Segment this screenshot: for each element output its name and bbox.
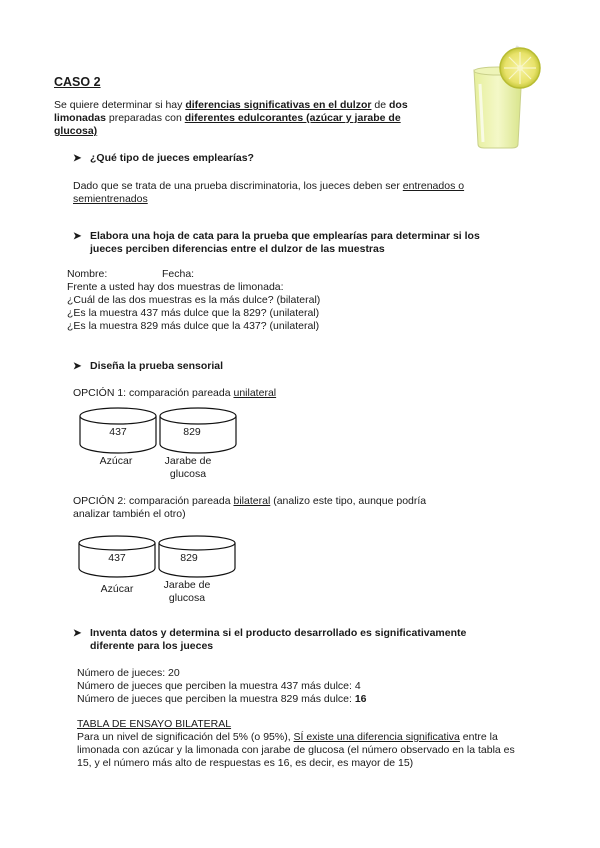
jar-437-code: 437 xyxy=(108,552,126,564)
judges-829 xyxy=(77,693,367,706)
intro-highlight-lemonades: dos limonadas xyxy=(54,99,408,124)
nombre-label: Nombre: xyxy=(67,268,108,280)
option-1 xyxy=(73,387,276,400)
case-title: CASO 2 xyxy=(54,75,101,89)
judges-count: Número de jueces: 20 xyxy=(77,667,180,679)
sheet-line: ¿Es la muestra 437 más dulce que la 829? (unilateral) xyxy=(67,307,320,319)
arrow-bullet-icon: ➤ xyxy=(73,361,82,372)
option-2-text: OPCIÓN 2: comparación pareada xyxy=(73,495,234,507)
option-2 xyxy=(73,495,453,521)
question-3 xyxy=(73,360,224,373)
table-title xyxy=(77,718,231,731)
sheet-line: ¿Es la muestra 829 más dulce que la 437? (unilateral) xyxy=(67,320,320,332)
answer-1 xyxy=(73,180,503,206)
jar-437-label: Azúcar xyxy=(99,455,133,467)
arrow-bullet-icon: ➤ xyxy=(73,153,82,164)
question-2 xyxy=(73,230,530,256)
intro-text: de xyxy=(371,99,389,111)
jar-829-label xyxy=(157,579,217,605)
conclusion-text: Para un nivel de significación del 5% (o 95%), xyxy=(77,731,294,743)
question-1-text: ¿Qué tipo de jueces emplearías? xyxy=(90,152,254,164)
jar-829-label-line: glucosa xyxy=(169,468,207,480)
option-1-type: unilateral xyxy=(233,387,277,399)
answer-1-judges: entrenados o semientrenados xyxy=(73,180,465,205)
jar-829-label-line: Jarabe de xyxy=(164,455,212,467)
jar-829-code: 829 xyxy=(180,552,198,564)
question-2-line: Elabora una hoja de cata para la prueba que emplearías para determinar si los xyxy=(90,230,480,242)
answer-1-text: Dado que se trata de una prueba discriminatoria, los jueces deben ser xyxy=(73,180,403,192)
conclusion xyxy=(77,731,532,770)
question-4 xyxy=(73,627,530,653)
sheet-line: Frente a usted hay dos muestras de limonada: xyxy=(67,281,284,293)
question-2-line: jueces perciben diferencias entre el dulzor de las muestras xyxy=(90,243,385,255)
question-1 xyxy=(73,152,254,165)
option-2-note: (analizo este tipo, aunque podría analizar también el otro) xyxy=(73,495,427,520)
jar-829-label xyxy=(158,455,218,481)
question-4-line: diferente para los jueces xyxy=(90,640,214,652)
sheet-line: ¿Cuál de las dos muestras es la más dulce? (bilateral) xyxy=(67,294,321,306)
jar-829-label-line: glucosa xyxy=(168,592,206,604)
arrow-bullet-icon: ➤ xyxy=(73,231,82,242)
judges-829-text: Número de jueces que perciben la muestra 829 más dulce: xyxy=(77,693,355,705)
intro-text: Se quiere determinar si hay xyxy=(54,99,186,111)
intro-paragraph xyxy=(54,99,444,138)
option-2-type: bilateral xyxy=(233,495,271,507)
table-title-text: TABLA DE ENSAYO BILATERAL xyxy=(77,718,232,730)
intro-highlight-sweeteners: diferentes edulcorantes (azúcar y jarabe de glucosa) xyxy=(54,112,401,137)
jar-829-label-line: Jarabe de xyxy=(163,579,211,591)
jar-829-code: 829 xyxy=(183,426,201,438)
question-3-text: Diseña la prueba sensorial xyxy=(90,360,224,372)
judges-829-value: 16 xyxy=(354,693,367,705)
jar-437-code: 437 xyxy=(109,426,127,438)
conclusion-result: SÍ existe una diferencia significativa xyxy=(293,731,460,743)
intro-text: preparadas con xyxy=(105,112,185,124)
lemonade-glass-image xyxy=(466,44,542,152)
question-4-line: Inventa datos y determina si el producto desarrollado es significativamente xyxy=(90,627,467,639)
arrow-bullet-icon: ➤ xyxy=(73,628,82,639)
intro-highlight-differences: diferencias significativas en el dulzor xyxy=(185,99,372,111)
judges-437: Número de jueces que perciben la muestra 437 más dulce: 4 xyxy=(77,680,361,692)
conclusion-text: entre la limonada con azúcar y la limonada con jarabe de glucosa (el número observado en la tabla es 15, y el número más alto de respuestas es 16, es decir, es mayor de 15) xyxy=(77,731,515,769)
option-1-text: OPCIÓN 1: comparación pareada xyxy=(73,387,234,399)
tasting-sheet xyxy=(67,268,320,333)
invented-data xyxy=(77,667,367,706)
fecha-label: Fecha: xyxy=(162,268,195,280)
jar-437-label: Azúcar xyxy=(100,583,134,595)
